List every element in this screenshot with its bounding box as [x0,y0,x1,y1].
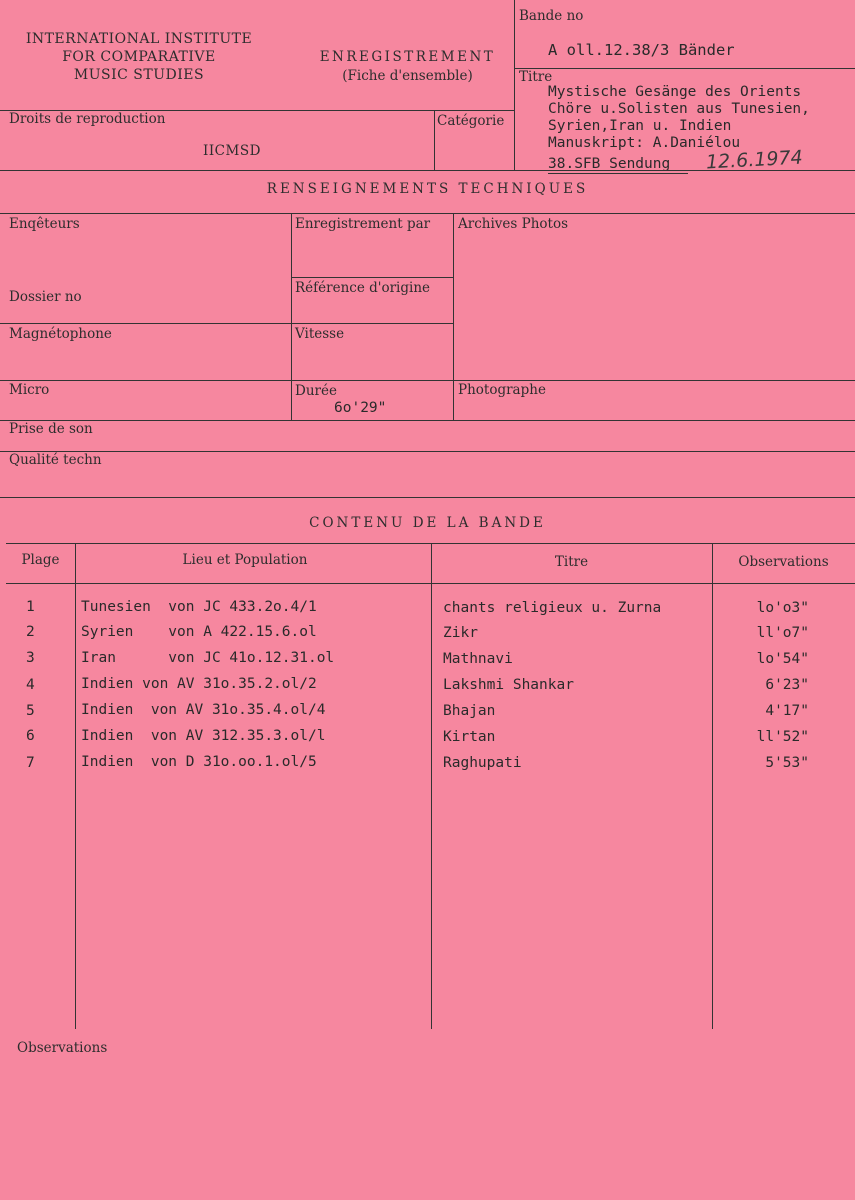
droits-value: IICMSD [203,143,261,159]
row-5-titre: Bhajan [443,703,496,719]
column-header-lieu: Lieu et Population [182,552,308,568]
titre-top-rule [514,68,855,69]
row-6-titre: Kirtan [443,729,496,745]
magnetophone-top-rule [0,323,453,324]
sendung-underline [548,173,688,174]
header-divider [514,0,515,170]
technique-section-title: RENSEIGNEMENTS TECHNIQUES [266,181,589,197]
row-5-lieu: Indien von AV 31o.35.4.ol/4 [81,702,326,718]
technique-bottom-rule [0,497,855,498]
row-7-titre: Raghupati [443,755,522,771]
technique-col-divider-2 [453,213,454,420]
institute-line-2: FOR COMPARATIVE [62,49,216,65]
magnetophone-label: Magnétophone [9,326,112,342]
categorie-divider [434,110,435,170]
row-5-plage: 5 [26,703,35,719]
row-5-obs: 4'17" [765,703,809,719]
row-4-lieu: Indien von AV 31o.35.2.ol/2 [81,676,317,692]
droits-label: Droits de reproduction [9,111,166,127]
row-1-titre: chants religieux u. Zurna [443,600,662,616]
reference-label: Référence d'origine [295,280,431,296]
qualite-label: Qualité techn [9,452,102,468]
row-1-plage: 1 [26,599,35,615]
row-2-lieu: Syrien von A 422.15.6.ol [81,624,317,640]
categorie-label: Catégorie [437,113,505,129]
qualite-top-rule [0,451,855,452]
column-header-titre: Titre [554,554,589,570]
reference-top-rule [291,277,453,278]
prise-top-rule [0,420,855,421]
titre-line-4: Manuskript: A.Daniélou [548,135,741,151]
observations-label: Observations [17,1040,108,1056]
archives-photos-label: Archives Photos [458,216,568,232]
row-3-plage: 3 [26,650,35,666]
handwritten-date: 12.6.1974 [705,146,804,174]
contenu-col-divider-1 [75,543,76,1029]
titre-line-2: Chöre u.Solisten aus Tunesien, [548,101,810,117]
row-4-plage: 4 [26,677,35,693]
enregistrement-title: ENREGISTREMENT [319,49,496,65]
row-2-titre: Zikr [443,625,478,641]
row-7-lieu: Indien von D 31o.oo.1.ol/5 [81,754,317,770]
titre-line-1: Mystische Gesänge des Orients [548,84,802,100]
contenu-section-title: CONTENU DE LA BANDE [309,515,546,531]
row-7-obs: 5'53" [765,755,809,771]
row-7-plage: 7 [26,755,35,771]
enregistrement-par-label: Enregistrement par [295,216,431,232]
contenu-col-divider-2 [431,543,432,1029]
enqueteurs-label: Enqêteurs [9,216,80,232]
row-6-obs: ll'52" [756,729,809,745]
micro-label: Micro [9,382,50,398]
institute-line-1: INTERNATIONAL INSTITUTE [25,31,253,47]
institute-line-3: MUSIC STUDIES [73,67,205,83]
prise-de-son-label: Prise de son [9,421,93,437]
fiche-subtitle: (Fiche d'ensemble) [342,68,473,84]
photographe-label: Photographe [458,382,546,398]
titre-label: Titre [519,69,553,85]
row-3-obs: lo'54" [756,651,809,667]
technique-top-rule [0,213,855,214]
row-1-lieu: Tunesien von JC 433.2o.4/1 [81,599,317,615]
row-6-lieu: Indien von AV 312.35.3.ol/l [81,728,326,744]
titre-line-3: Syrien,Iran u. Indien [548,118,732,134]
duree-value: 6o'29" [334,400,387,416]
row-1-obs: lo'o3" [756,600,809,616]
column-header-observations: Observations [738,554,829,570]
row-2-obs: ll'o7" [756,625,809,641]
row-2-plage: 2 [26,624,35,640]
technique-col-divider-1 [291,213,292,420]
bande-value: A oll.12.38/3 Bänder [548,41,735,59]
row-6-plage: 6 [26,728,35,744]
row-3-lieu: Iran von JC 41o.12.31.ol [81,650,335,666]
dossier-label: Dossier no [9,289,82,305]
header-bottom-rule [0,170,855,171]
titre-line-5: 38.SFB Sendung [548,156,671,172]
duree-label: Durée [295,383,337,399]
column-header-plage: Plage [21,552,60,568]
row-4-obs: 6'23" [765,677,809,693]
vitesse-label: Vitesse [295,326,345,342]
row-4-titre: Lakshmi Shankar [443,677,574,693]
micro-top-rule [0,380,855,381]
bande-label: Bande no [519,8,584,24]
row-3-titre: Mathnavi [443,651,513,667]
